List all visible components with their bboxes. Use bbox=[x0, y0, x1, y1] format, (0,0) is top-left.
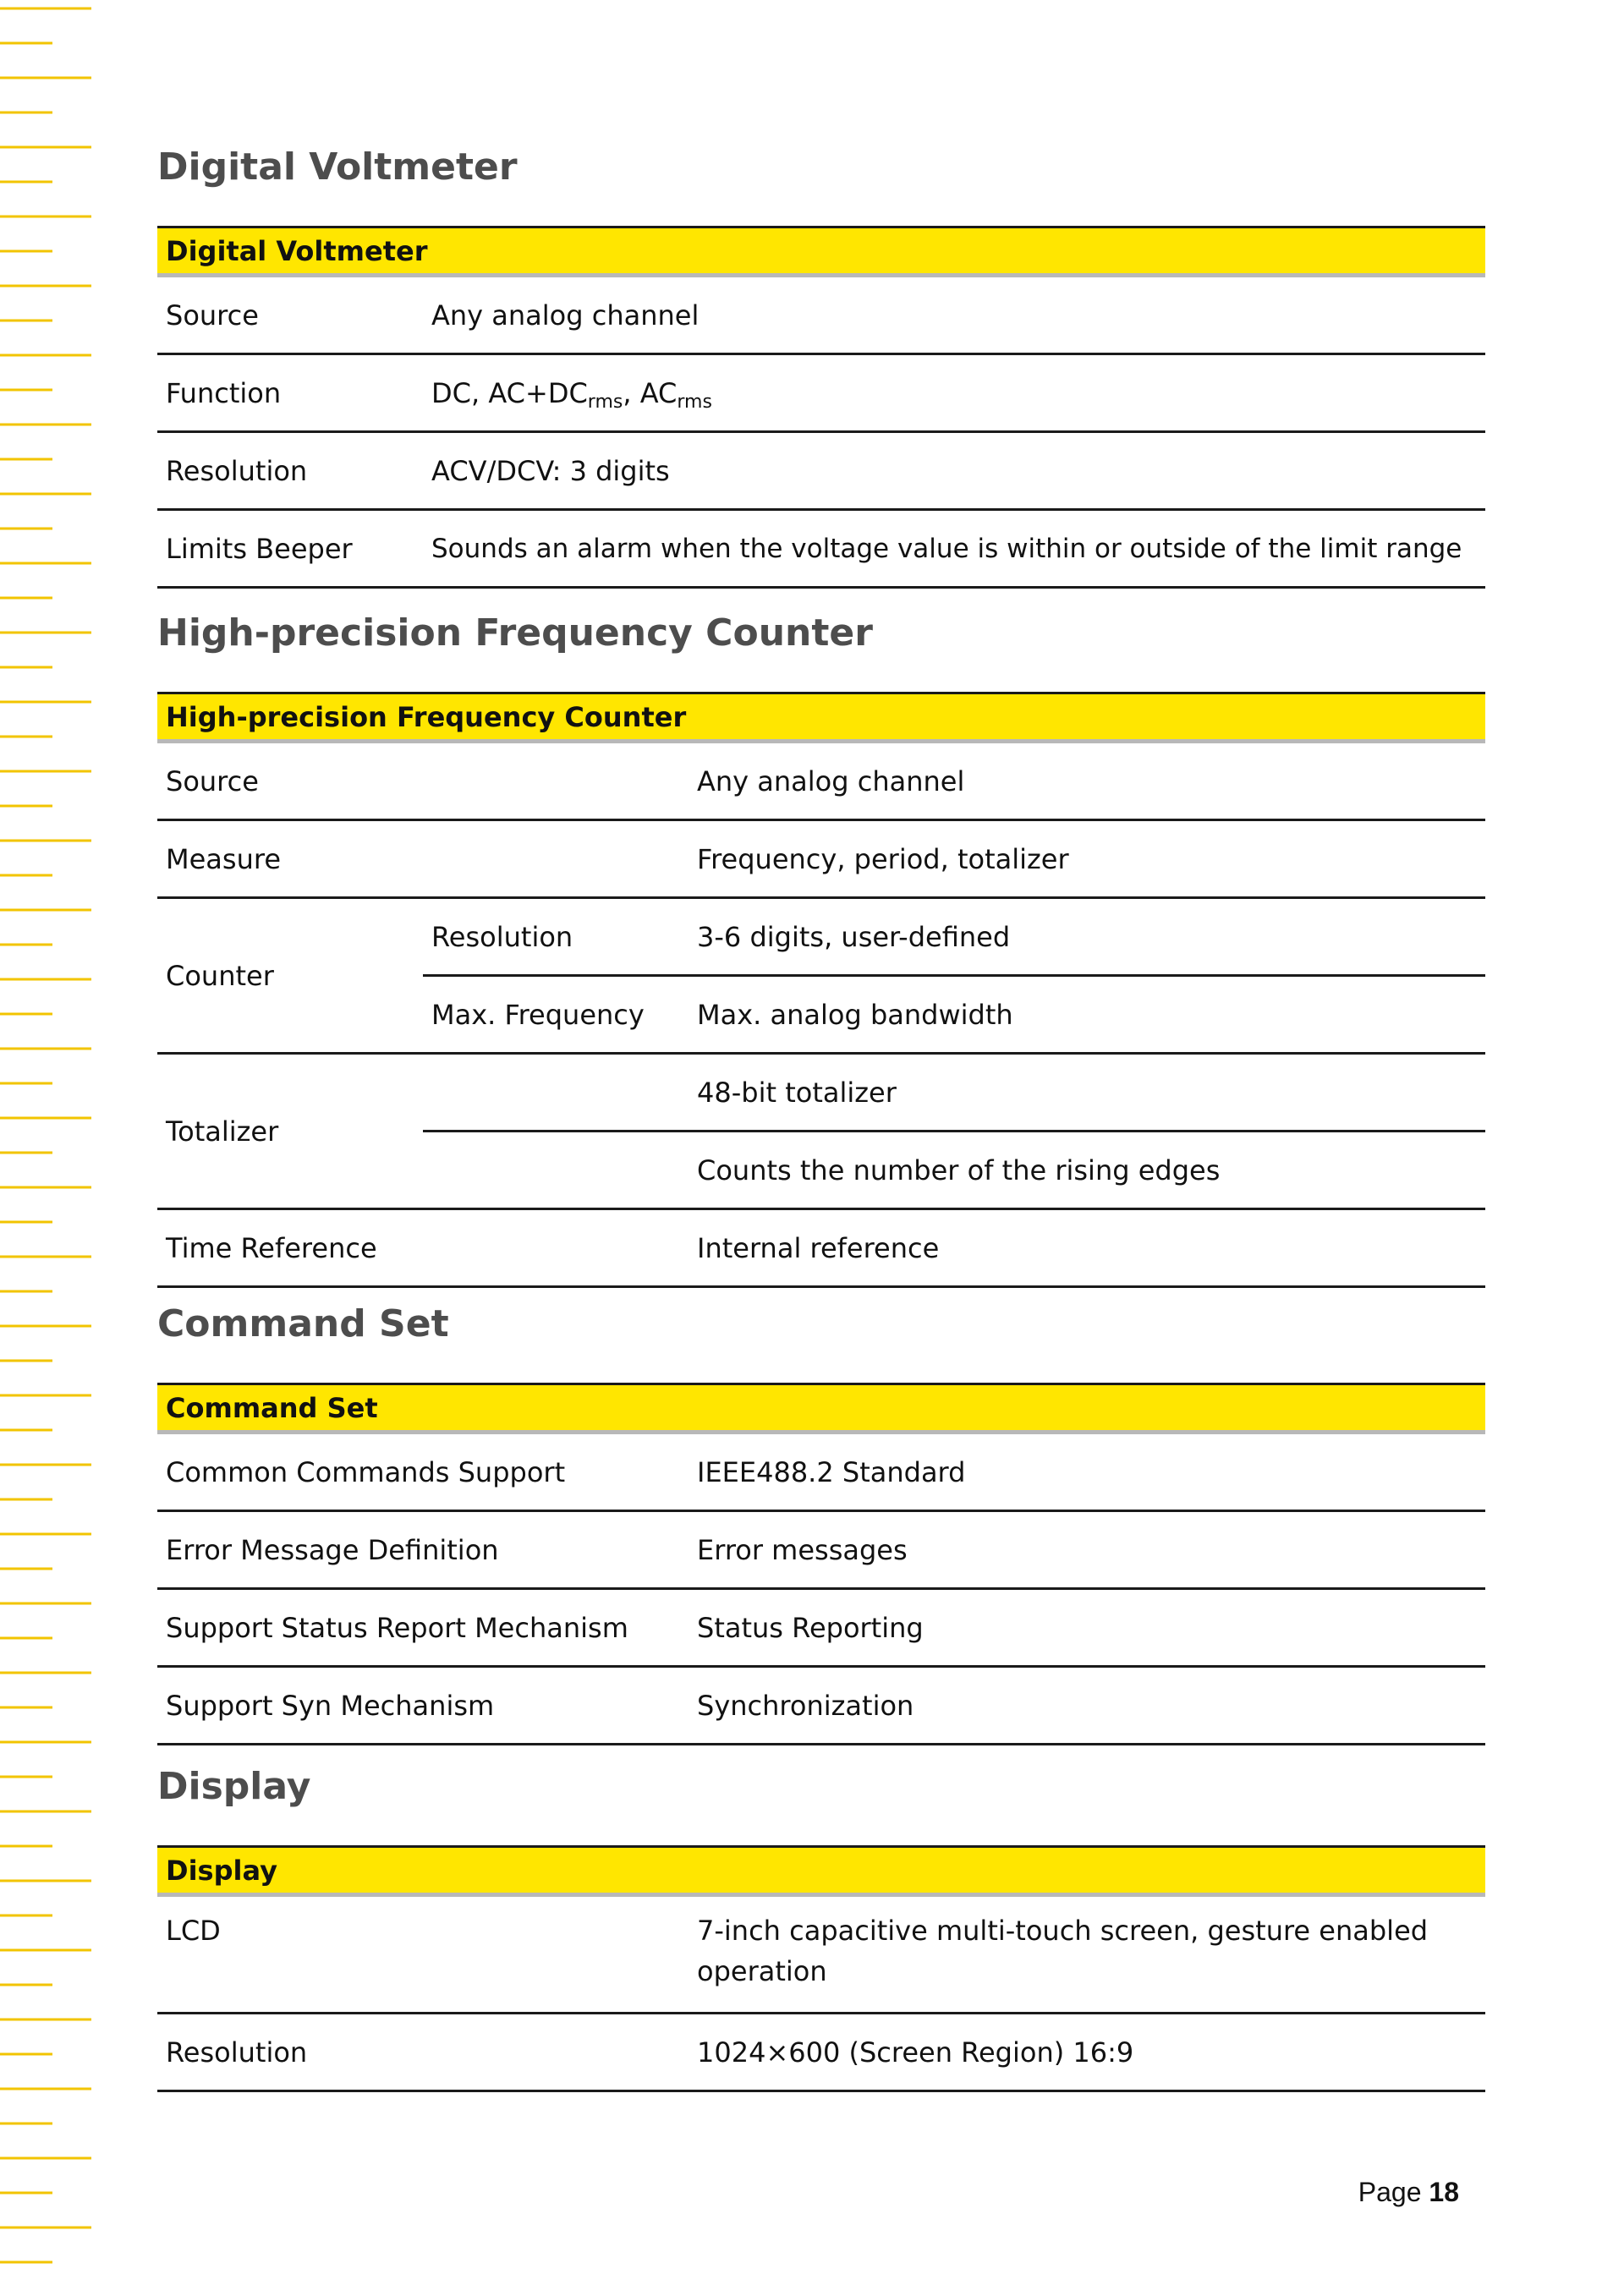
row-value: Status Reporting bbox=[689, 1589, 1485, 1667]
table-row bbox=[157, 742, 1485, 820]
row-value: 48-bit totalizer bbox=[689, 1054, 1485, 1132]
row-value: Sounds an alarm when the voltage value is within or outside of the limit range bbox=[423, 510, 1485, 588]
value-text: , AC bbox=[623, 376, 678, 409]
page-label: Page bbox=[1358, 2177, 1422, 2207]
digital-voltmeter-table bbox=[157, 226, 1485, 589]
table-header: Command Set bbox=[157, 1384, 1485, 1433]
table-header: Digital Voltmeter bbox=[157, 227, 1485, 276]
row-label: Totalizer bbox=[157, 1054, 423, 1209]
row-value: IEEE488.2 Standard bbox=[689, 1433, 1485, 1511]
section-title-frequency-counter: High-precision Frequency Counter bbox=[157, 611, 873, 655]
table-header-row bbox=[157, 1384, 1485, 1433]
value-text: DC, AC+DC bbox=[431, 376, 588, 409]
page-number-value: 18 bbox=[1429, 2177, 1459, 2207]
command-set-table bbox=[157, 1383, 1485, 1745]
table-header-row bbox=[157, 693, 1485, 742]
table-row bbox=[157, 1589, 1485, 1667]
row-label: Resolution bbox=[157, 432, 423, 510]
table-header-row bbox=[157, 227, 1485, 276]
table-header: Display bbox=[157, 1847, 1485, 1895]
row-label: Time Reference bbox=[157, 1209, 689, 1287]
table-header: High-precision Frequency Counter bbox=[157, 693, 1485, 742]
value-subscript: rms bbox=[677, 391, 712, 413]
display-table bbox=[157, 1845, 1485, 2092]
row-value: Internal reference bbox=[689, 1209, 1485, 1287]
table-row bbox=[157, 1209, 1485, 1287]
row-label: Source bbox=[157, 742, 689, 820]
value-subscript: rms bbox=[587, 391, 623, 413]
row-value: Any analog channel bbox=[689, 742, 1485, 820]
row-value bbox=[423, 354, 1485, 432]
row-label: Counter bbox=[157, 898, 423, 1054]
margin-rules-decoration bbox=[0, 0, 102, 2296]
row-label: Support Status Report Mechanism bbox=[157, 1589, 689, 1667]
row-value: 7-inch capacitive multi-touch screen, gesture enabled operation bbox=[689, 1895, 1485, 2014]
table-row bbox=[157, 1895, 1485, 2014]
row-label: Resolution bbox=[157, 2014, 689, 2091]
table-row bbox=[157, 2014, 1485, 2091]
row-label: Error Message Definition bbox=[157, 1511, 689, 1589]
row-label: Support Syn Mechanism bbox=[157, 1667, 689, 1745]
table-row bbox=[157, 1511, 1485, 1589]
row-value: Max. analog bandwidth bbox=[689, 976, 1485, 1054]
row-sublabel-empty bbox=[423, 1054, 689, 1132]
section-title-command-set: Command Set bbox=[157, 1302, 449, 1345]
row-sublabel-empty bbox=[423, 1132, 689, 1209]
row-label: Limits Beeper bbox=[157, 510, 423, 588]
row-label: Function bbox=[157, 354, 423, 432]
table-header-row bbox=[157, 1847, 1485, 1895]
table-row bbox=[157, 1433, 1485, 1511]
table-row bbox=[157, 510, 1485, 588]
row-value: Counts the number of the rising edges bbox=[689, 1132, 1485, 1209]
section-title-digital-voltmeter: Digital Voltmeter bbox=[157, 145, 518, 189]
row-label: LCD bbox=[157, 1895, 689, 2014]
row-value: 3-6 digits, user-defined bbox=[689, 898, 1485, 976]
row-value: ACV/DCV: 3 digits bbox=[423, 432, 1485, 510]
table-row bbox=[157, 276, 1485, 354]
row-sublabel: Max. Frequency bbox=[423, 976, 689, 1054]
page-number bbox=[1358, 2177, 1459, 2208]
table-row bbox=[157, 1054, 1485, 1132]
row-value: 1024×600 (Screen Region) 16:9 bbox=[689, 2014, 1485, 2091]
row-value: Frequency, period, totalizer bbox=[689, 820, 1485, 898]
row-label: Source bbox=[157, 276, 423, 354]
table-row bbox=[157, 898, 1485, 976]
row-sublabel: Resolution bbox=[423, 898, 689, 976]
table-row bbox=[157, 432, 1485, 510]
row-value: Any analog channel bbox=[423, 276, 1485, 354]
section-title-display: Display bbox=[157, 1765, 311, 1808]
row-label: Common Commands Support bbox=[157, 1433, 689, 1511]
table-row bbox=[157, 354, 1485, 432]
table-row bbox=[157, 1667, 1485, 1745]
row-label: Measure bbox=[157, 820, 689, 898]
row-value: Synchronization bbox=[689, 1667, 1485, 1745]
frequency-counter-table bbox=[157, 692, 1485, 1288]
table-row bbox=[157, 820, 1485, 898]
row-value: Error messages bbox=[689, 1511, 1485, 1589]
